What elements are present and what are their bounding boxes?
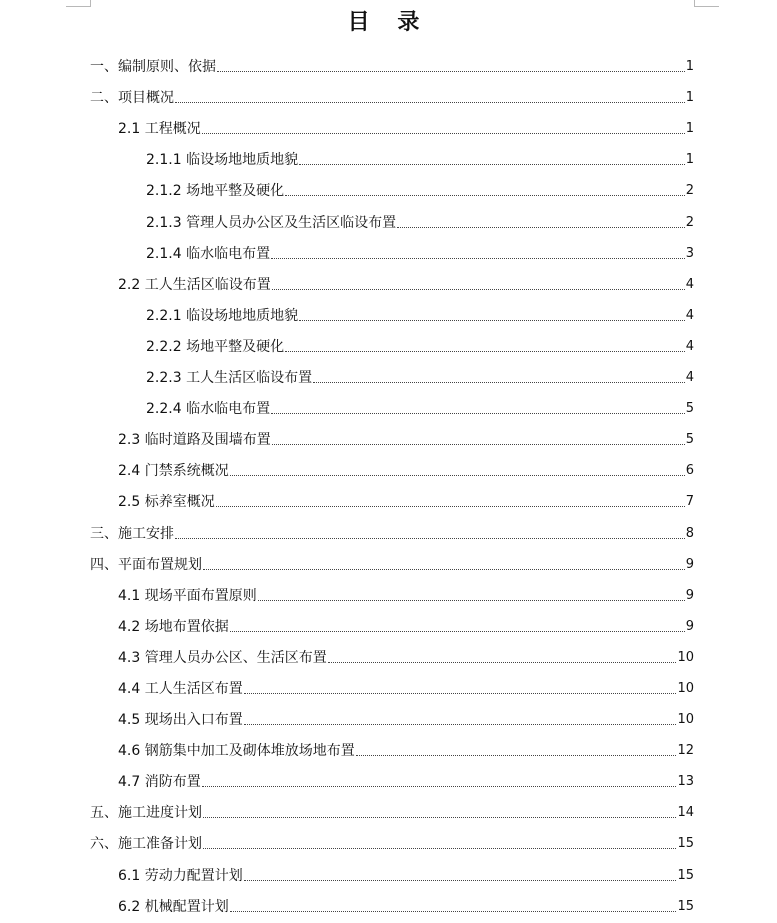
toc-entry[interactable] bbox=[0, 266, 777, 297]
toc-entry-text: 4.5 现场出入口布置 bbox=[118, 712, 243, 729]
toc-dot-leader bbox=[244, 880, 677, 881]
toc-entry-text: 2.1.4 临水临电布置 bbox=[146, 245, 271, 262]
toc-page-number: 10 bbox=[677, 649, 694, 665]
toc-entry[interactable] bbox=[0, 421, 777, 452]
toc-page-number: 4 bbox=[685, 276, 694, 292]
toc-entry-text: 4.7 消防布置 bbox=[118, 774, 201, 791]
toc-dot-leader bbox=[328, 662, 677, 663]
toc-entry[interactable] bbox=[0, 483, 777, 514]
toc-entry-text: 2.2.1 临设场地地质地貌 bbox=[146, 307, 299, 324]
toc-entry-text: 4.1 现场平面布置原则 bbox=[118, 587, 257, 604]
toc-page-number: 3 bbox=[685, 245, 694, 261]
toc-page-number: 8 bbox=[685, 525, 694, 541]
toc-entry[interactable] bbox=[0, 794, 777, 825]
toc-entry[interactable] bbox=[0, 608, 777, 639]
toc-entry-text: 2.1.2 场地平整及硬化 bbox=[146, 183, 285, 200]
toc-entry[interactable] bbox=[0, 577, 777, 608]
toc-entry-text: 6.1 劳动力配置计划 bbox=[118, 867, 243, 884]
toc-entry-text: 2.2.4 临水临电布置 bbox=[146, 401, 271, 418]
toc-page-number: 1 bbox=[685, 59, 694, 75]
toc-dot-leader bbox=[356, 755, 677, 756]
toc-page-number: 1 bbox=[685, 152, 694, 168]
toc-page-number: 4 bbox=[685, 307, 694, 323]
toc-entry[interactable] bbox=[0, 328, 777, 359]
toc-dot-leader bbox=[203, 569, 685, 570]
toc-entry-text: 2.2 工人生活区临设布置 bbox=[118, 276, 271, 293]
toc-page-number: 9 bbox=[685, 587, 694, 603]
toc-dot-leader bbox=[230, 475, 685, 476]
toc-dot-leader bbox=[203, 817, 676, 818]
toc-entry-text: 2.2.3 工人生活区临设布置 bbox=[146, 370, 313, 387]
toc-entry[interactable] bbox=[0, 856, 777, 887]
toc-dot-leader bbox=[271, 258, 685, 259]
toc-dot-leader bbox=[313, 382, 685, 383]
toc-dot-leader bbox=[244, 693, 677, 694]
toc-dot-leader bbox=[258, 600, 685, 601]
toc-entry-text: 六、施工准备计划 bbox=[90, 836, 202, 853]
toc-entry[interactable] bbox=[0, 546, 777, 577]
toc-page-number: 13 bbox=[677, 774, 694, 790]
toc-page-number: 9 bbox=[685, 618, 694, 634]
toc-entry[interactable] bbox=[0, 203, 777, 234]
toc-entry[interactable] bbox=[0, 514, 777, 545]
toc-dot-leader bbox=[217, 71, 685, 72]
toc-dot-leader bbox=[244, 724, 677, 725]
toc-entry-text: 四、平面布置规划 bbox=[90, 556, 202, 573]
toc-entry-text: 2.2.2 场地平整及硬化 bbox=[146, 338, 285, 355]
toc-page-number: 9 bbox=[685, 556, 694, 572]
toc-dot-leader bbox=[285, 195, 685, 196]
toc-entry[interactable] bbox=[0, 359, 777, 390]
toc-page-number: 12 bbox=[677, 743, 694, 759]
toc-page-number: 4 bbox=[685, 370, 694, 386]
toc-dot-leader bbox=[271, 413, 685, 414]
toc-page-number: 14 bbox=[677, 805, 694, 821]
toc-entry-text: 2.5 标养室概况 bbox=[118, 494, 215, 511]
toc-entry[interactable] bbox=[0, 235, 777, 266]
toc-entry-text: 三、施工安排 bbox=[90, 525, 174, 542]
toc-entry[interactable] bbox=[0, 79, 777, 110]
toc-dot-leader bbox=[230, 631, 685, 632]
toc-entry[interactable] bbox=[0, 888, 777, 919]
toc-page-number: 1 bbox=[685, 121, 694, 137]
toc-dot-leader bbox=[285, 351, 685, 352]
table-of-contents bbox=[0, 48, 777, 919]
toc-page-number: 10 bbox=[677, 712, 694, 728]
toc-entry-text: 二、项目概况 bbox=[90, 90, 174, 107]
toc-entry[interactable] bbox=[0, 639, 777, 670]
toc-dot-leader bbox=[202, 133, 685, 134]
toc-entry[interactable] bbox=[0, 141, 777, 172]
toc-page-number: 7 bbox=[685, 494, 694, 510]
toc-entry-text: 4.6 钢筋集中加工及砌体堆放场地布置 bbox=[118, 743, 355, 760]
toc-entry[interactable] bbox=[0, 763, 777, 794]
toc-entry-text: 4.3 管理人员办公区、生活区布置 bbox=[118, 649, 327, 666]
toc-entry-text: 2.1.3 管理人员办公区及生活区临设布置 bbox=[146, 214, 397, 231]
toc-page-number: 2 bbox=[685, 214, 694, 230]
toc-page-number: 10 bbox=[677, 680, 694, 696]
toc-page-number: 6 bbox=[685, 463, 694, 479]
toc-page-number: 15 bbox=[677, 867, 694, 883]
toc-page-number: 5 bbox=[685, 401, 694, 417]
toc-entry[interactable] bbox=[0, 297, 777, 328]
toc-entry-text: 2.4 门禁系统概况 bbox=[118, 463, 229, 480]
toc-entry-text: 4.4 工人生活区布置 bbox=[118, 680, 243, 697]
toc-entry[interactable] bbox=[0, 670, 777, 701]
toc-dot-leader bbox=[299, 164, 685, 165]
toc-page-number: 15 bbox=[677, 898, 694, 914]
toc-entry[interactable] bbox=[0, 110, 777, 141]
toc-entry[interactable] bbox=[0, 732, 777, 763]
toc-dot-leader bbox=[397, 227, 685, 228]
toc-entry-text: 五、施工进度计划 bbox=[90, 805, 202, 822]
toc-dot-leader bbox=[216, 506, 685, 507]
toc-entry[interactable] bbox=[0, 390, 777, 421]
toc-entry[interactable] bbox=[0, 701, 777, 732]
toc-entry[interactable] bbox=[0, 172, 777, 203]
toc-page-number: 1 bbox=[685, 90, 694, 106]
toc-entry-text: 2.1.1 临设场地地质地貌 bbox=[146, 152, 299, 169]
toc-entry-text: 一、编制原则、依据 bbox=[90, 59, 216, 76]
toc-page-number: 2 bbox=[685, 183, 694, 199]
toc-dot-leader bbox=[175, 102, 685, 103]
toc-dot-leader bbox=[230, 911, 677, 912]
toc-entry-text: 2.3 临时道路及围墙布置 bbox=[118, 432, 271, 449]
toc-entry[interactable] bbox=[0, 452, 777, 483]
toc-entry[interactable] bbox=[0, 48, 777, 79]
toc-entry-text: 6.2 机械配置计划 bbox=[118, 898, 229, 915]
toc-page-number: 15 bbox=[677, 836, 694, 852]
toc-page-number: 4 bbox=[685, 338, 694, 354]
toc-dot-leader bbox=[272, 444, 685, 445]
toc-page-number: 5 bbox=[685, 432, 694, 448]
toc-dot-leader bbox=[203, 848, 676, 849]
toc-dot-leader bbox=[175, 538, 685, 539]
toc-entry-text: 2.1 工程概况 bbox=[118, 121, 201, 138]
toc-title: 目 录 bbox=[347, 9, 430, 35]
toc-dot-leader bbox=[202, 786, 677, 787]
toc-entry-text: 4.2 场地布置依据 bbox=[118, 618, 229, 635]
toc-entry[interactable] bbox=[0, 825, 777, 856]
toc-dot-leader bbox=[299, 320, 685, 321]
toc-dot-leader bbox=[272, 289, 685, 290]
